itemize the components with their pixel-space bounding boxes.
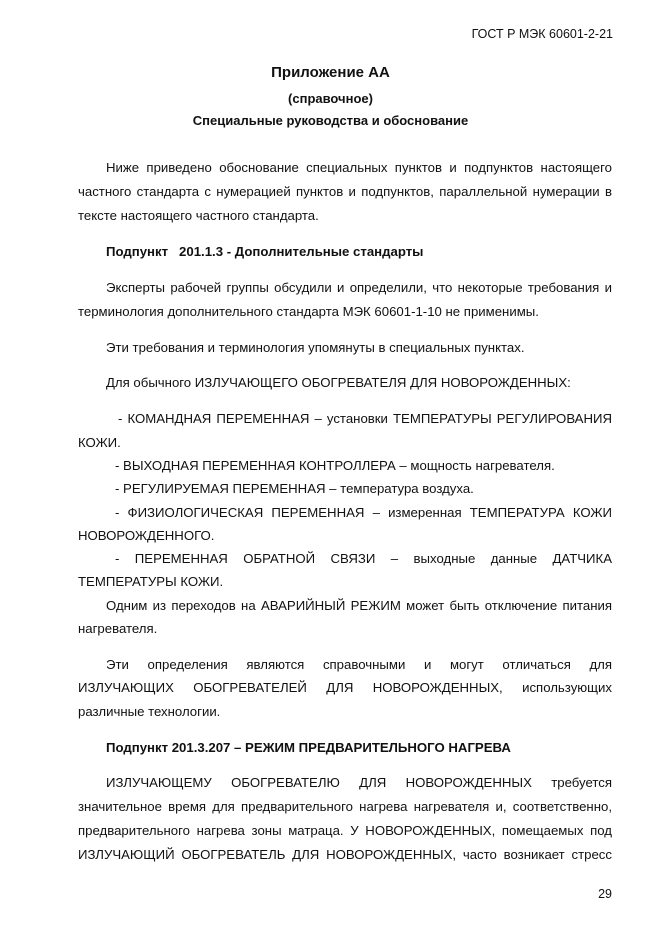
text-line: Ниже приведено обоснование специальных пунктов и подпунктов настоящего bbox=[106, 160, 612, 175]
text-line: Эти определения являются справочными и могут отличаться для bbox=[106, 657, 612, 672]
text-line: терминология дополнительного стандарта МЭК 60601-1-10 не применимы. bbox=[78, 304, 539, 319]
list-item: - КОМАНДНАЯ ПЕРЕМЕННАЯ – установки ТЕМПЕРАТУРЫ РЕГУЛИРОВАНИЯ bbox=[118, 411, 612, 426]
text-line: ТЕМПЕРАТУРЫ КОЖИ. bbox=[78, 574, 224, 589]
list-item: - РЕГУЛИРУЕМАЯ ПЕРЕМЕННАЯ – температура воздуха. bbox=[115, 481, 474, 496]
subclause-heading: Подпункт 201.1.3 - Дополнительные стандарты bbox=[106, 244, 424, 259]
text-line: Эти требования и терминология упомянуты в специальных пунктах. bbox=[106, 340, 525, 355]
text-line: различные технологии. bbox=[78, 704, 221, 719]
text-line: Эксперты рабочей группы обсудили и определили, что некоторые требования и bbox=[106, 280, 612, 295]
subclause-heading: Подпункт 201.3.207 – РЕЖИМ ПРЕДВАРИТЕЛЬНОГО НАГРЕВА bbox=[106, 740, 511, 755]
appendix-title: Приложение АА bbox=[271, 64, 390, 81]
text-line: ИЗЛУЧАЮЩЕМУ ОБОГРЕВАТЕЛЮ ДЛЯ НОВОРОЖДЕННЫХ требуется bbox=[106, 775, 612, 790]
text-line: Одним из переходов на АВАРИЙНЫЙ РЕЖИМ может быть отключение питания bbox=[106, 598, 612, 613]
text-line: ИЗЛУЧАЮЩИХ ОБОГРЕВАТЕЛЕЙ ДЛЯ НОВОРОЖДЕННЫХ, использующих bbox=[78, 680, 612, 695]
page-number: 29 bbox=[598, 887, 612, 901]
list-item: - ПЕРЕМЕННАЯ ОБРАТНОЙ СВЯЗИ – выходные данные ДАТЧИКА bbox=[115, 551, 612, 566]
text-line: тексте настоящего частного стандарта. bbox=[78, 208, 319, 223]
text-line: нагревателя. bbox=[78, 621, 158, 636]
list-item: - ФИЗИОЛОГИЧЕСКАЯ ПЕРЕМЕННАЯ – измеренная ТЕМПЕРАТУРА КОЖИ bbox=[115, 505, 612, 520]
appendix-heading: Специальные руководства и обоснование bbox=[192, 113, 469, 128]
text-line: предварительного нагрева зоны матраца. У НОВОРОЖДЕННЫХ, помещаемых под bbox=[78, 823, 612, 838]
text-line: частного стандарта с нумерацией пунктов и подпунктов, параллельной нумерации в bbox=[78, 184, 612, 199]
text-line: НОВОРОЖДЕННОГО. bbox=[78, 528, 215, 543]
list-item: - ВЫХОДНАЯ ПЕРЕМЕННАЯ КОНТРОЛЛЕРА – мощность нагревателя. bbox=[115, 458, 555, 473]
text-line: значительное время для предварительного нагрева нагревателя и, соответственно, bbox=[78, 799, 612, 814]
text-line: Для обычного ИЗЛУЧАЮЩЕГО ОБОГРЕВАТЕЛЯ ДЛЯ НОВОРОЖДЕННЫХ: bbox=[106, 375, 571, 390]
text-line: ИЗЛУЧАЮЩИЙ ОБОГРЕВАТЕЛЬ ДЛЯ НОВОРОЖДЕННЫХ, часто возникает стресс bbox=[78, 847, 612, 862]
text-line: КОЖИ. bbox=[78, 435, 121, 450]
document-header: ГОСТ Р МЭК 60601-2-21 bbox=[471, 27, 613, 41]
appendix-subtitle: (справочное) bbox=[288, 91, 373, 106]
